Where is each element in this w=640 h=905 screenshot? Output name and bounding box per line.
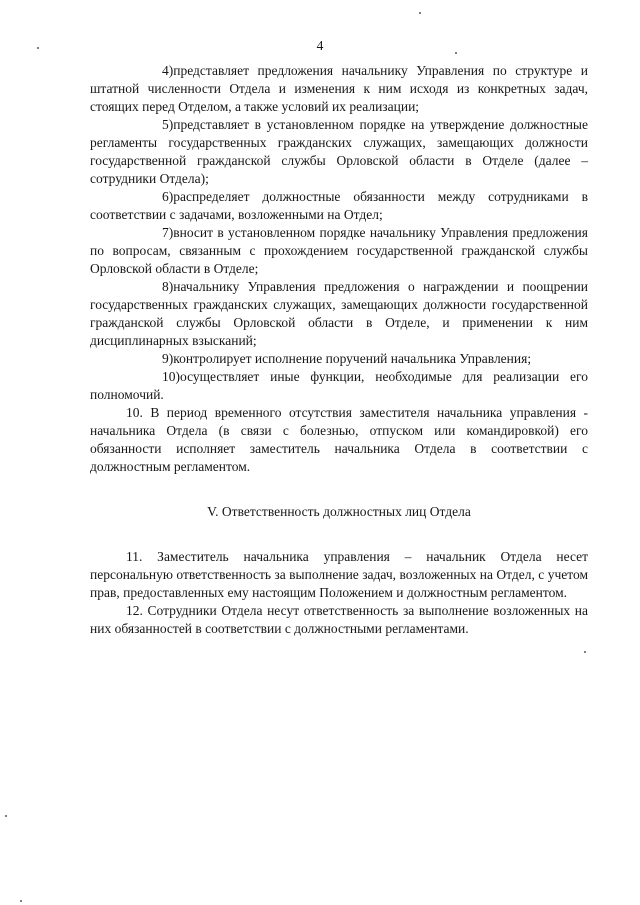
paragraph-10: 10. В период временного отсутствия заместителя начальника управления - начальника Отдела (в связи с болезнью, отпуском или командировкой) его обязанности исполняет заместитель начальника Отдела в соответствии с должностным регламентом. — [90, 405, 588, 474]
list-item-text: представляет предложения начальнику Управления по структуре и штатной численности Отдела и изменения к ним исходя из конкретных задач, стоящих перед Отделом, а также условий их реализации; — [90, 63, 588, 114]
scan-speck — [20, 900, 22, 902]
scan-speck — [419, 12, 421, 14]
list-item-number: 4) — [162, 63, 174, 78]
paragraph-11: 11. Заместитель начальника управления – начальник Отдела несет персональную ответственность за выполнение задач, возложенных на Отдел, с учетом прав, предоставленных ему настоящим Положением и должностным регламентом. — [90, 549, 588, 600]
scan-speck — [584, 651, 586, 653]
list-item — [90, 224, 588, 278]
list-item-number: 7) — [162, 225, 174, 240]
paragraph-12: 12. Сотрудники Отдела несут ответственность за выполнение возложенных на них обязанностей в соответствии с должностными регламентами. — [90, 603, 588, 636]
list-item-text: представляет в установленном порядке на утверждение должностные регламенты государственных гражданских служащих, замещающих должности государственной гражданской службы Орловской области в Отделе (далее – сотрудники Отдела); — [90, 117, 588, 186]
list-item-number: 9) — [162, 351, 174, 366]
list-item — [90, 62, 588, 116]
list-item-text: вносит в установленном порядке начальнику Управления предложения по вопросам, связанным с прохождением государственной гражданской службы Орловской области в Отделе; — [90, 225, 588, 276]
scan-speck — [37, 47, 39, 49]
list-item-text: начальнику Управления предложения о награждении и поощрении государственных гражданских служащих, замещающих должности государственной гражданской службы Орловской области в Отделе, и применении к ним дисциплинарных взысканий; — [90, 279, 588, 348]
list-item-text: контролирует исполнение поручений начальника Управления; — [173, 351, 532, 366]
duties-list — [90, 62, 588, 404]
list-item-number: 10) — [162, 369, 180, 384]
list-item-number: 5) — [162, 117, 174, 132]
page-number: 4 — [316, 38, 324, 53]
scan-speck — [455, 52, 457, 54]
section-heading: V. Ответственность должностных лиц Отдела — [207, 504, 471, 519]
scan-speck — [5, 815, 7, 817]
list-item-number: 8) — [162, 279, 174, 294]
list-item-text: распределяет должностные обязанности между сотрудниками в соответствии с задачами, возложенными на Отдел; — [90, 189, 588, 222]
list-item — [90, 368, 588, 404]
list-item — [90, 278, 588, 350]
list-item — [90, 116, 588, 188]
list-item — [90, 188, 588, 224]
list-item-number: 6) — [162, 189, 174, 204]
document-body — [90, 62, 588, 638]
list-item — [90, 350, 588, 368]
list-item-text: осуществляет иные функции, необходимые для реализации его полномочий. — [90, 369, 588, 402]
